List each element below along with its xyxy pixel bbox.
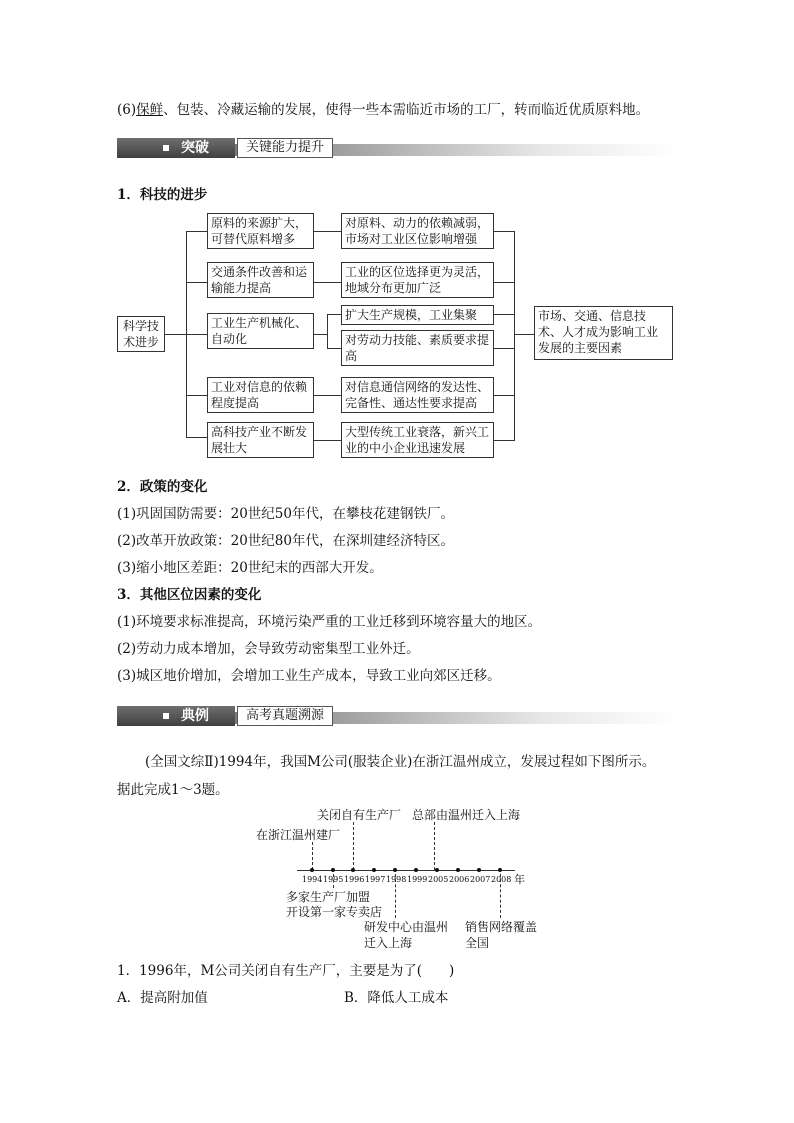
flow-effect-box: 对原料、动力的依赖减弱，市场对工业区位影响增强 [341, 213, 494, 249]
section3-item: (1)环境要求标准提高，环境污染严重的工业迁移到环境容量大的地区。 [117, 614, 542, 630]
flow-cause-box: 高科技产业不断发展壮大 [207, 422, 314, 458]
flow-root-box: 科学技术进步 [117, 316, 165, 352]
section3-item: (2)劳动力成本增加，会导致劳动密集型工业外迁。 [117, 641, 420, 657]
banner-subtitle: 关键能力提升 [237, 138, 333, 158]
timeline-year: 1999 [407, 875, 428, 884]
banner-square-icon [163, 145, 169, 151]
flow-cause-box: 交通条件改善和运输能力提高 [207, 262, 314, 298]
flow-effect-box: 大型传统工业衰落，新兴工业的中小企业迅速发展 [341, 422, 494, 458]
flow-cause-box: 原料的来源扩大，可替代原料增多 [207, 213, 314, 249]
timeline-year: 2005 [428, 875, 449, 884]
timeline-event-below: 销售网络覆盖 [465, 920, 538, 934]
timeline-year: 1998 [386, 875, 407, 884]
section1-heading: 1．科技的进步 [117, 187, 208, 203]
flow-effect-box: 工业的区位选择更为灵活，地域分布更加广泛 [341, 262, 494, 298]
section3-item: (3)城区地价增加，会增加工业生产成本，导致工业向郊区迁移。 [117, 668, 501, 684]
banner-title: 典例 [181, 708, 209, 724]
banner-subtitle: 高考真题溯源 [237, 706, 333, 726]
timeline-year: 2006 [449, 875, 470, 884]
timeline-year: 1995 [323, 875, 344, 884]
timeline-event-below: 全国 [465, 936, 490, 950]
example-paragraph: (全国文综Ⅱ)1994年，我国M公司(服装企业)在浙江温州成立，发展过程如下图所示。 [145, 754, 656, 770]
section2-heading: 2．政策的变化 [117, 479, 208, 495]
question-stem: 1．1996年，M公司关闭自有生产厂，主要是为了( ) [117, 963, 455, 979]
intro-underlined-word: 保鲜 [136, 102, 164, 118]
intro-line [117, 98, 649, 118]
intro-rest: 、包装、冷藏运输的发展，使得一些本需临近市场的工厂，转而临近优质原料地。 [163, 102, 650, 118]
banner-title: 突破 [181, 140, 209, 156]
timeline-year: 1994 [302, 875, 323, 884]
timeline-event-above: 在浙江温州建厂 [256, 828, 341, 842]
section2-item: (2)改革开放政策：20世纪80年代，在深圳建经济特区。 [117, 533, 454, 549]
flow-effect-box: 对劳动力技能、素质要求提高 [341, 330, 494, 366]
timeline-year: 1996 [344, 875, 365, 884]
section-banner-breakthrough [117, 138, 677, 158]
flow-effect-box: 扩大生产规模，工业集聚 [341, 305, 494, 325]
example-paragraph-cont: 据此完成1～3题。 [117, 782, 229, 798]
flow-effect-box: 对信息通信网络的发达性、完备性、通达性要求提高 [341, 377, 494, 413]
timeline-event-above: 总部由温州迁入上海 [412, 808, 521, 822]
timeline-unit: 年 [514, 873, 525, 886]
timeline-event-below: 迁入上海 [364, 936, 413, 950]
timeline-event-above: 关闭自有生产厂 [317, 808, 402, 822]
section-banner-example [117, 706, 677, 726]
section2-item: (1)巩固国防需要：20世纪50年代，在攀枝花建钢铁厂。 [117, 506, 454, 522]
section2-item: (3)缩小地区差距：20世纪末的西部大开发。 [117, 560, 383, 576]
flow-cause-box: 工业对信息的依赖程度提高 [207, 377, 314, 413]
banner-square-icon [163, 713, 169, 719]
flow-cause-box: 工业生产机械化、自动化 [207, 313, 314, 349]
question-option-b: B．降低人工成本 [344, 990, 449, 1006]
section3-heading: 3．其他区位因素的变化 [117, 587, 262, 603]
intro-prefix: (6) [117, 102, 137, 118]
timeline-year: 2007 [470, 875, 491, 884]
question-option-a: A．提高附加值 [117, 990, 208, 1006]
timeline-year: 2008 [491, 875, 512, 884]
timeline-event-below: 开设第一家专卖店 [286, 905, 383, 919]
flow-result-box: 市场、交通、信息技术、人才成为影响工业发展的主要因素 [534, 306, 673, 360]
timeline-event-below: 研发中心由温州 [364, 920, 449, 934]
timeline-year: 1997 [365, 875, 386, 884]
timeline-event-below: 多家生产厂加盟 [286, 890, 371, 904]
